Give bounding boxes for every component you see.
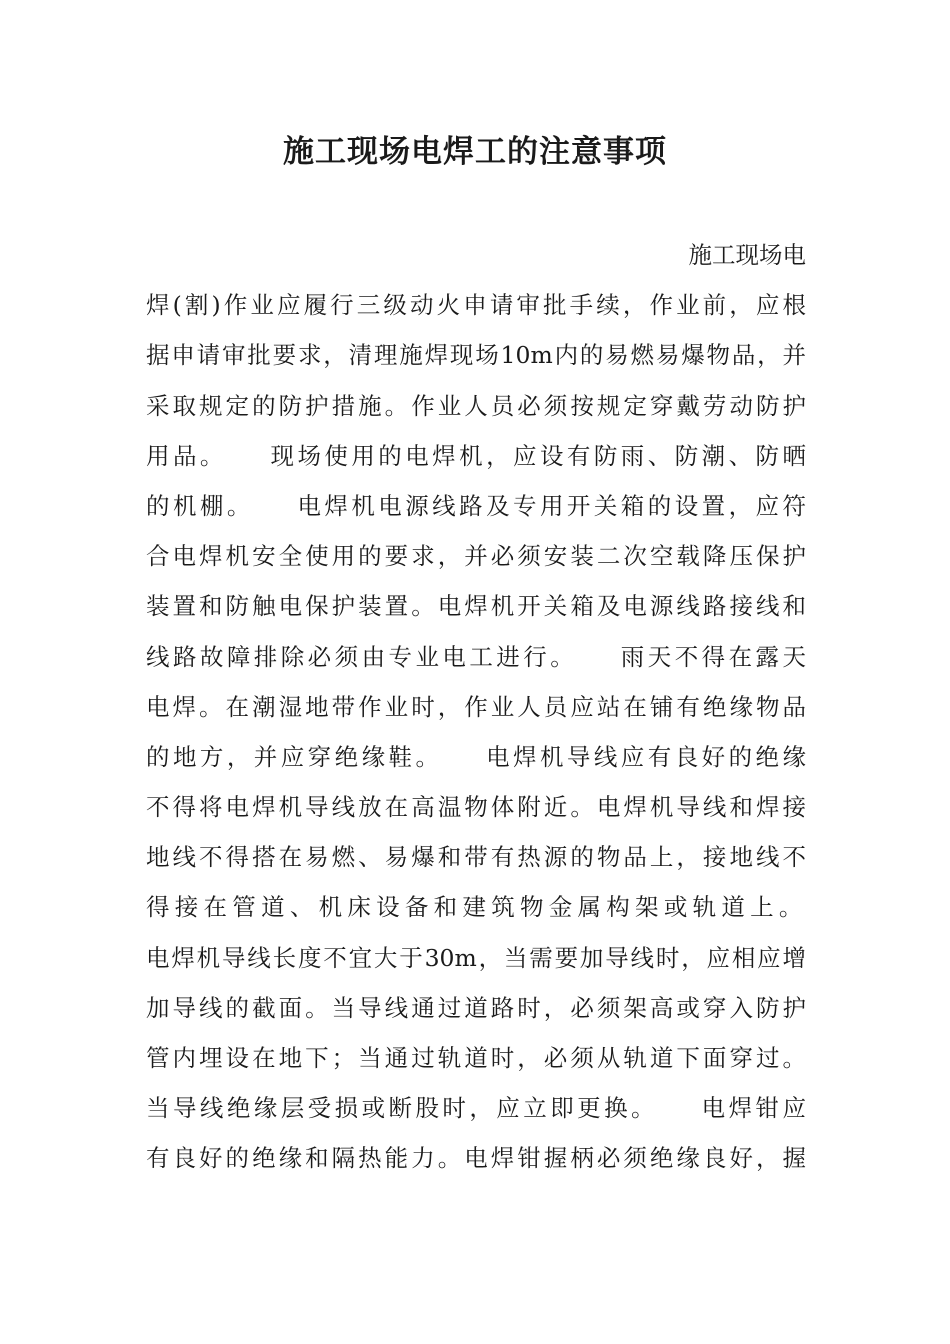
body-line-2: 焊(割)作业应履行三级动火申请审批手续，作业前，应根 — [146, 291, 806, 320]
body-line-13: 地线不得搭在易燃、易爆和带有热源的物品上，接地线不 — [146, 843, 806, 872]
body-line-16: 加导线的截面。当导线通过道路时，必须架高或穿入防护 — [146, 993, 806, 1022]
body-line-4: 采取规定的防护措施。作业人员必须按规定穿戴劳动防护 — [146, 391, 806, 420]
body-line-19: 有良好的绝缘和隔热能力。电焊钳握柄必须绝缘良好，握 — [146, 1144, 806, 1173]
body-line-8: 装置和防触电保护装置。电焊机开关箱及电源线路接线和 — [146, 592, 806, 621]
body-line-7: 合电焊机安全使用的要求，并必须安装二次空载降压保护 — [146, 542, 806, 571]
body-line-6: 的机棚。 电焊机电源线路及专用开关箱的设置，应符 — [146, 491, 806, 520]
body-line-14: 得接在管道、机床设备和建筑物金属构架或轨道上。 — [146, 893, 806, 922]
body-line-11: 的地方，并应穿绝缘鞋。 电焊机导线应有良好的绝缘 — [146, 742, 806, 771]
body-line-15: 电焊机导线长度不宜大于30m，当需要加导线时，应相应增 — [146, 943, 806, 972]
body-line-1: 施工现场电 — [688, 241, 806, 269]
body-line-12: 不得将电焊机导线放在高温物体附近。电焊机导线和焊接 — [146, 793, 806, 822]
body-line-10: 电焊。在潮湿地带作业时，作业人员应站在铺有绝缘物品 — [146, 692, 806, 721]
body-line-3: 据申请审批要求，清理施焊现场10m内的易燃易爆物品，并 — [146, 341, 806, 370]
document-body — [146, 230, 806, 1184]
document-title: 施工现场电焊工的注意事项 — [283, 134, 667, 170]
body-line-9: 线路故障排除必须由专业电工进行。 雨天不得在露天 — [146, 642, 806, 671]
body-line-5: 用品。 现场使用的电焊机，应设有防雨、防潮、防晒 — [146, 441, 806, 470]
body-line-17: 管内埋设在地下；当通过轨道时，必须从轨道下面穿过。 — [146, 1044, 806, 1072]
body-line-18: 当导线绝缘层受损或断股时，应立即更换。 电焊钳应 — [146, 1094, 806, 1123]
